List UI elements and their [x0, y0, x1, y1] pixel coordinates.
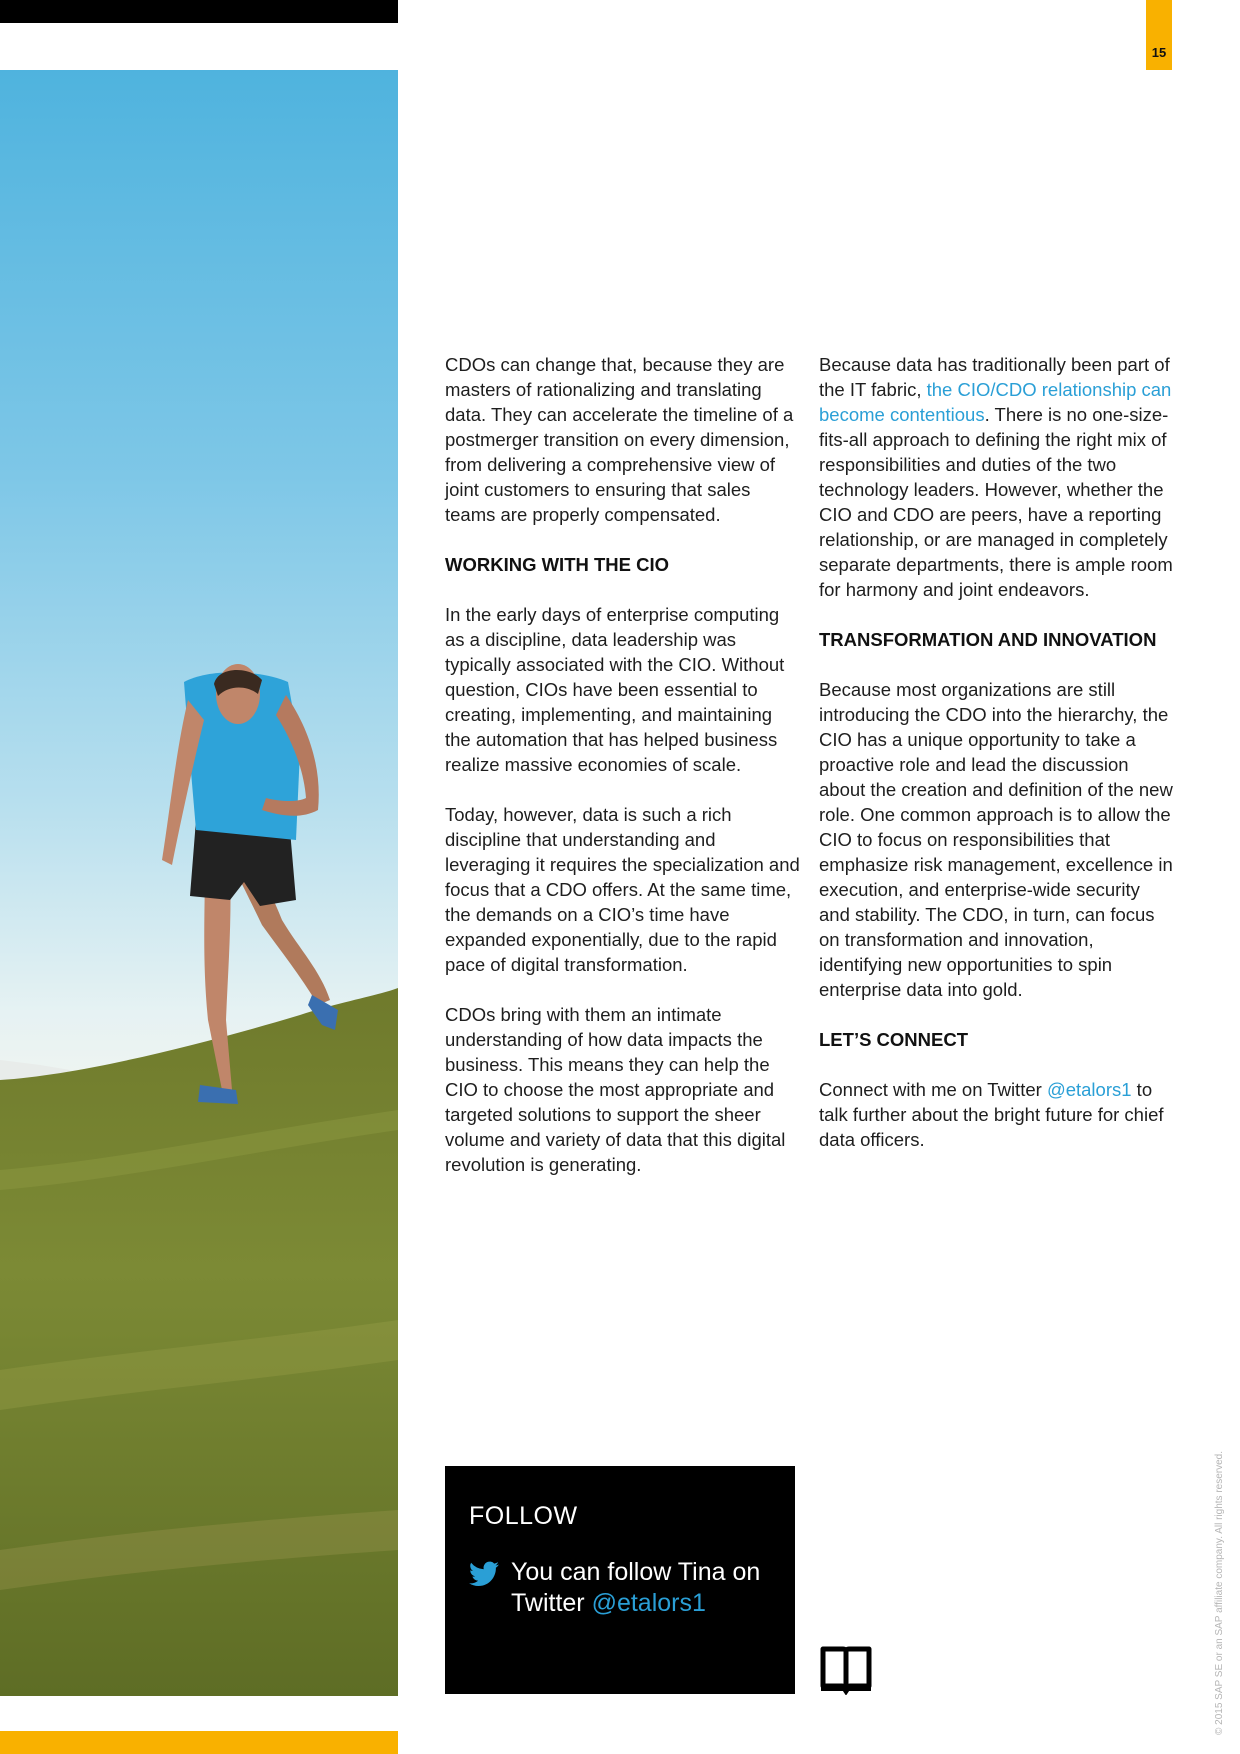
- follow-text: [511, 1557, 771, 1619]
- right-text-column: [819, 352, 1174, 1177]
- right-paragraph-1-start: Because data has traditionally been part of the IT fabric,: [819, 354, 1170, 400]
- heading-working-with-cio: WORKING WITH THE CIO: [445, 554, 670, 575]
- follow-title: FOLLOW: [469, 1502, 578, 1530]
- right-paragraph-1: [819, 352, 1174, 602]
- right-paragraph-1-end: . There is no one-size-fits-all approach to defining the right mix of responsibilities and duties of the two technology leaders. However, whether the CIO and CDO are peers, have a reporting relationship, or are managed in completely separate departments, there is ample room for harmony and joint endeavors.: [819, 404, 1173, 600]
- left-paragraph-1: CDOs can change that, because they are masters of rationalizing and translating data. They can accelerate the timeline of a postmerger transition on every dimension, from delivering a comprehensive view of joint customers to ensuring that sales teams are properly compensated.: [445, 354, 794, 525]
- follow-row: [469, 1557, 771, 1619]
- copyright-notice: © 2015 SAP SE or an SAP affiliate company. All rights reserved.: [1214, 1450, 1225, 1735]
- runner-photo: [0, 70, 398, 1696]
- heading-transformation-innovation: TRANSFORMATION AND INNOVATION: [819, 629, 1157, 650]
- left-paragraph-2: In the early days of enterprise computing as a discipline, data leadership was typically associated with the CIO. Without question, CIOs have been essential to creating, implementing, and maintaining the automation that has helped business realize massive economies of scale.: [445, 604, 785, 775]
- twitter-bird-icon: [469, 1561, 499, 1587]
- cio-cdo-relationship-link[interactable]: the CIO/CDO relationship can become contentious: [819, 379, 1172, 425]
- follow-box: [445, 1466, 795, 1694]
- right-paragraph-3-end: to talk further about the bright future for chief data officers.: [819, 1079, 1164, 1150]
- bottom-yellow-bar: [0, 1731, 398, 1754]
- follow-twitter-handle[interactable]: @etalors1: [591, 1589, 706, 1617]
- right-paragraph-3: [819, 1077, 1174, 1152]
- left-text-column: [445, 352, 800, 1202]
- runner-illustration: [0, 70, 398, 1696]
- left-paragraph-3: Today, however, data is such a rich discipline that understanding and leveraging it requires the specialization and focus that a CDO offers. At the same time, the demands on a CIO’s time have expanded exponentially, due to the rapid pace of digital transformation.: [445, 804, 800, 975]
- twitter-handle-link[interactable]: @etalors1: [1046, 1079, 1132, 1100]
- page-number-tab: [1146, 0, 1172, 70]
- book-icon: [819, 1645, 873, 1695]
- follow-text-start: You can follow Tina on Twitter: [511, 1558, 761, 1617]
- page-number: 15: [1151, 45, 1167, 60]
- top-black-bar: [0, 0, 398, 23]
- left-paragraph-4: CDOs bring with them an intimate understanding of how data impacts the business. This means they can help the CIO to choose the most appropriate and targeted solutions to support the sheer volume and variety of data that this digital revolution is generating.: [445, 1004, 786, 1175]
- right-paragraph-3-start: Connect with me on Twitter: [819, 1079, 1047, 1100]
- right-paragraph-2: Because most organizations are still introducing the CDO into the hierarchy, the CIO has a unique opportunity to take a proactive role and lead the discussion about the creation and definition of the new role. One common approach is to allow the CIO to focus on responsibilities that emphasize risk management, excellence in execution, and enterprise-wide security and stability. The CDO, in turn, can focus on transformation and innovation, identifying new opportunities to spin enterprise data into gold.: [819, 679, 1173, 1000]
- heading-lets-connect: LET’S CONNECT: [819, 1029, 969, 1050]
